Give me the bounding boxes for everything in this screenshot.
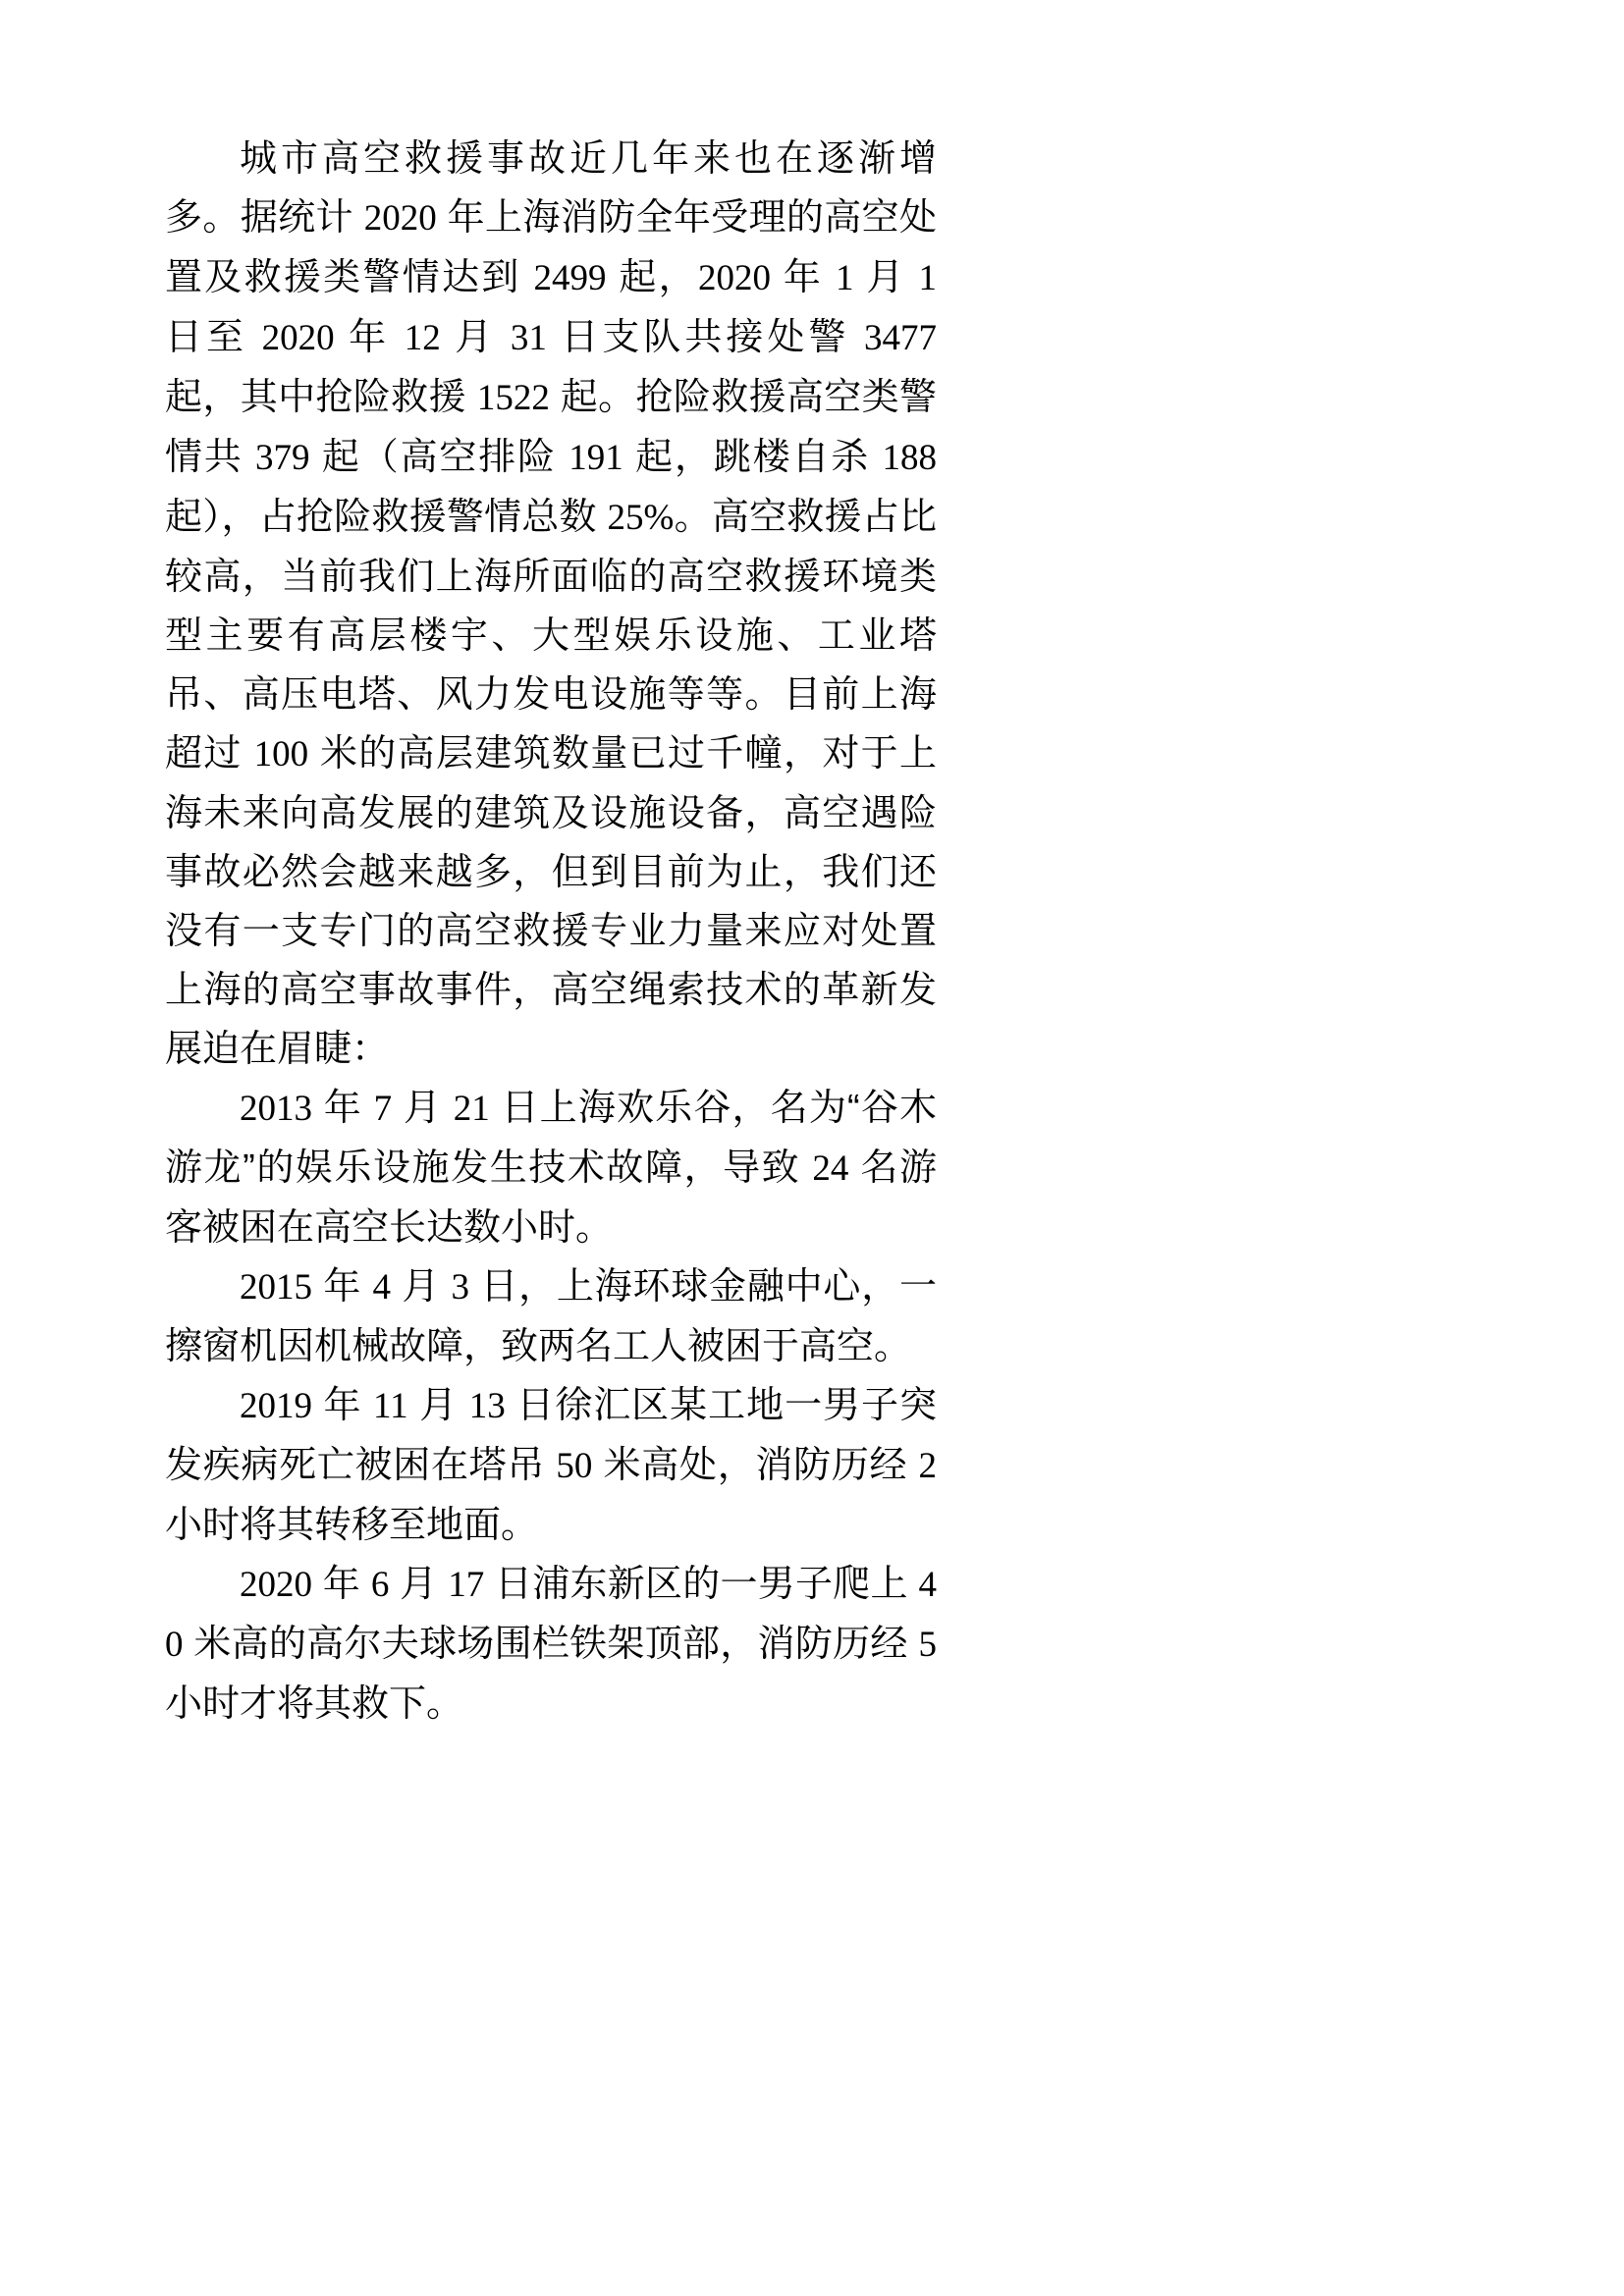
document-body (165, 130, 937, 1734)
paragraph-incident-2015: 2015 年 4 月 3 日，上海环球金融中心，一擦窗机因机械故障，致两名工人被困于高空。 (165, 1266, 937, 1367)
paragraph-incident-2013: 2013 年 7 月 21 日上海欢乐谷，名为“谷木游龙”的娱乐设施发生技术故障，导致 24 名游客被困在高空长达数小时。 (165, 1088, 937, 1249)
paragraph-statistics: 城市高空救援事故近几年来也在逐渐增多。据统计 2020 年上海消防全年受理的高空处置及救援类警情达到 2499 起，2020 年 1 月 1 日至 2020 年 12 月 31 日支队共接处警 3477 起，其中抢险救援 1522 起。抢险救援高空类警情共 379 起（高空排险 191 起，跳楼自杀 188 起），占抢险救援警情总数 25%。高空救援占比较高，当前我们上海所面临的高空救援环境类型主要有高层楼宇、大型娱乐设施、工业塔吊、高压电塔、风力发电设施等等。目前上海超过 100 米的高层建筑数量已过千幢，对于上海未来向高发展的建筑及设施设备，高空遇险事故必然会越来越多，但到目前为止，我们还没有一支专门的高空救援专业力量来应对处置上海的高空事故事件，高空绳索技术的革新发展迫在眉睫： (165, 138, 938, 1070)
paragraph-incident-2019: 2019 年 11 月 13 日徐汇区某工地一男子突发疾病死亡被困在塔吊 50 米高处，消防历经 2 小时将其转移至地面。 (165, 1385, 937, 1546)
paragraph-incident-2020: 2020 年 6 月 17 日浦东新区的一男子爬上 40 米高的高尔夫球场围栏铁架顶部，消防历经 5 小时才将其救下。 (165, 1564, 937, 1725)
